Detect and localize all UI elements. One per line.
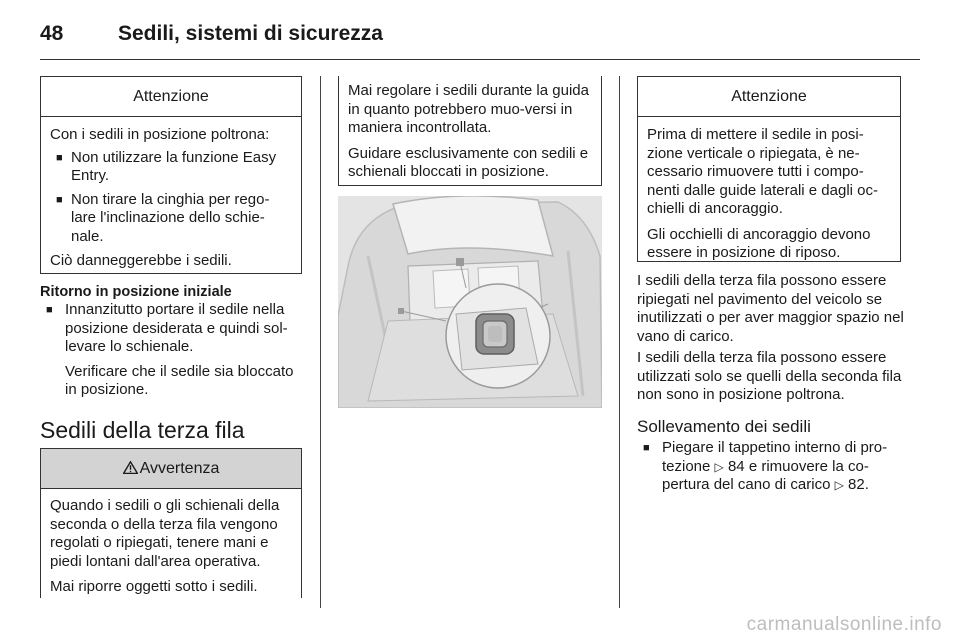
reset-note: Verificare che il sedile sia bloccato in posizione.: [65, 362, 294, 398]
reset-heading: Ritorno in posizione iniziale: [40, 284, 232, 300]
caution-p2: Guidare esclusivamente con sedili e schienali bloccati in posizione.: [348, 144, 589, 180]
attention-bullet-1: ■ Non utilizzare la funzione Easy Entry.: [50, 149, 292, 186]
illustration-svg: [338, 196, 602, 408]
watermark: carmanualsonline.info: [746, 614, 942, 635]
trunk-anchor-illustration: [338, 196, 602, 408]
warning-box-title-bar: [41, 449, 301, 489]
attention-intro: Con i sedili in posizione poltrona:: [50, 126, 270, 143]
page-number: 48: [40, 22, 64, 45]
attention-right-p1: Prima di mettere il sedile in posi-zione verticale o ripiegata, è ne-cessario rimuovere tutti i compo-nenti dalle guide laterali e dagli oc-chielli di ancoraggio.: [647, 126, 878, 217]
reset-content: [40, 301, 302, 400]
ref-page-a[interactable]: 84: [727, 457, 745, 475]
lifting-bullet-text-a: Piegare il tappetino interno di pro-tezione: [662, 439, 888, 475]
attention-bullet-2: ■ Non tirare la cinghia per rego-lare l'inclinazione dello schie-nale.: [50, 191, 292, 247]
third-row-para-1: I sedili della terza fila possono essere ripiegati nel pavimento del veicolo se inutilizzati o per aver maggior spazio nel vano di carico.: [637, 272, 904, 345]
caution-box-middle: [338, 76, 602, 186]
attention-box-right: [637, 76, 901, 262]
warning-box-body: [41, 489, 301, 605]
attention-right-p2: Gli occhielli di ancoraggio devono essere in posizione di riposo.: [647, 225, 871, 261]
page-title: Sedili, sistemi di sicurezza: [118, 22, 383, 45]
attention-box-left: [40, 76, 302, 274]
attention-box-title: Attenzione: [41, 77, 301, 117]
column-divider-2: [619, 76, 620, 608]
column-divider-1: [320, 76, 321, 608]
attention-outro: Ciò danneggerebbe i sedili.: [50, 252, 232, 269]
ref-arrow-icon: ▷: [834, 478, 844, 492]
page-header: [40, 18, 920, 60]
attention-box-right-title: Attenzione: [638, 77, 900, 117]
warning-box-title: Avvertenza: [139, 460, 220, 477]
lifting-bullet-text-b: e rimuovere la co-pertura del cano di carico: [662, 457, 869, 493]
warning-triangle-icon: [123, 449, 138, 489]
ref-page-b[interactable]: 82.: [848, 476, 869, 493]
section-title: Sedili della terza fila: [40, 417, 245, 443]
lifting-subtitle: Sollevamento dei sedili: [637, 417, 811, 436]
lifting-bullet: [637, 439, 901, 495]
ref-arrow-icon: ▷: [714, 459, 724, 474]
lifting-content: [637, 439, 901, 500]
attention-box-right-body: [638, 117, 900, 271]
caution-box-body: [339, 76, 601, 190]
attention-box-body: [41, 117, 301, 279]
warning-p2: Mai riporre oggetti sotto i sedili.: [50, 578, 258, 595]
third-row-para-2: I sedili della terza fila possono essere utilizzati solo se quelli della seconda fila non sono in posizione poltrona.: [637, 349, 902, 403]
reset-bullet: ■ Innanzitutto portare il sedile nella posizione desiderata e quindi sol-levare lo schienale.: [40, 301, 302, 357]
caution-p1: Mai regolare i sedili durante la guida in quanto potrebbero muo-versi in maniera incontrollata.: [348, 82, 589, 136]
warning-box: [40, 448, 302, 598]
warning-p1: Quando i sedili o gli schienali della seconda o della terza fila vengono regolati o ripiegati, tenere mani e piedi lontani dall'area operativa.: [50, 497, 280, 570]
